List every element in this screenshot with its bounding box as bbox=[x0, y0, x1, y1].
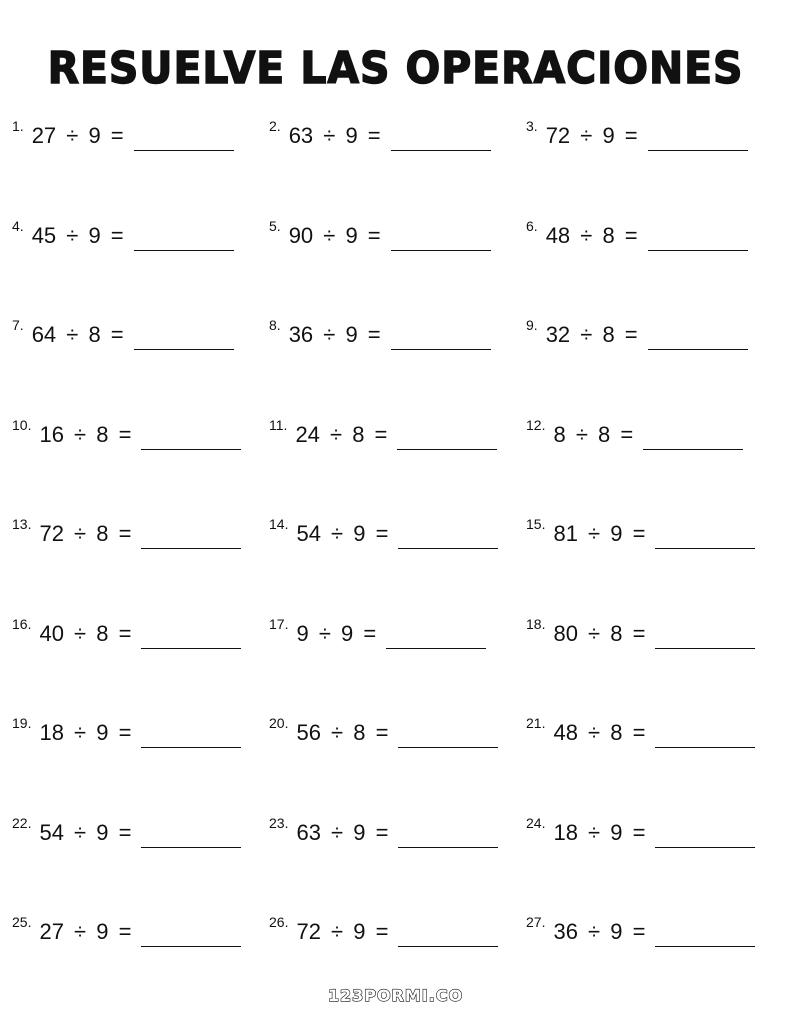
answer-blank[interactable] bbox=[648, 349, 748, 350]
problem-number: 5. bbox=[269, 217, 281, 234]
problem-number: 19. bbox=[12, 715, 32, 731]
problem-item bbox=[526, 611, 782, 651]
problem-expression: 81 ÷ 9 = bbox=[553, 521, 646, 546]
answer-blank[interactable] bbox=[397, 449, 497, 450]
problem-expression: 32 ÷ 8 = bbox=[545, 322, 638, 347]
problem-item bbox=[526, 511, 782, 551]
problem-item bbox=[269, 611, 526, 651]
answer-blank[interactable] bbox=[141, 847, 241, 848]
problem-expression: 72 ÷ 9 = bbox=[296, 919, 389, 944]
problem-item bbox=[12, 213, 269, 253]
problem-expression: 72 ÷ 9 = bbox=[545, 123, 638, 148]
problem-number: 3. bbox=[526, 118, 538, 134]
problem-item bbox=[269, 810, 526, 850]
problem-expression: 36 ÷ 9 = bbox=[553, 919, 646, 944]
answer-blank[interactable] bbox=[398, 946, 498, 947]
problem-number: 10. bbox=[12, 416, 32, 433]
answer-blank[interactable] bbox=[141, 449, 241, 450]
problem-expression: 54 ÷ 9 = bbox=[296, 521, 389, 546]
problem-number: 14. bbox=[269, 516, 289, 532]
problem-expression: 63 ÷ 9 = bbox=[288, 123, 381, 148]
problem-item bbox=[526, 810, 782, 850]
answer-blank[interactable] bbox=[655, 548, 755, 549]
problem-item bbox=[12, 412, 269, 452]
problem-grid bbox=[12, 113, 782, 1009]
problem-number: 26. bbox=[269, 914, 289, 930]
problem-number: 23. bbox=[269, 814, 289, 831]
answer-blank[interactable] bbox=[648, 250, 748, 251]
answer-blank[interactable] bbox=[141, 946, 241, 947]
answer-blank[interactable] bbox=[386, 648, 486, 649]
problem-number: 11. bbox=[269, 416, 288, 433]
problem-number: 13. bbox=[12, 516, 32, 532]
problem-expression: 45 ÷ 9 = bbox=[31, 222, 124, 248]
problem-item bbox=[12, 810, 269, 850]
answer-blank[interactable] bbox=[398, 548, 498, 549]
problem-expression: 48 ÷ 8 = bbox=[545, 222, 638, 248]
problem-number: 22. bbox=[12, 814, 32, 831]
problem-item bbox=[269, 213, 526, 253]
answer-blank[interactable] bbox=[134, 349, 234, 350]
problem-expression: 27 ÷ 9 = bbox=[39, 919, 132, 944]
answer-blank[interactable] bbox=[648, 150, 748, 151]
problem-item bbox=[269, 312, 526, 352]
answer-blank[interactable] bbox=[391, 150, 491, 151]
problem-item bbox=[269, 113, 526, 153]
problem-item bbox=[12, 909, 269, 949]
problem-item bbox=[526, 909, 782, 949]
footer-website: 123PORMI.CO bbox=[327, 986, 464, 1005]
answer-blank[interactable] bbox=[655, 648, 755, 649]
problem-item bbox=[12, 113, 269, 153]
answer-blank[interactable] bbox=[141, 648, 241, 649]
worksheet-title: RESUELVE LAS OPERACIONES bbox=[47, 43, 744, 94]
answer-blank[interactable] bbox=[655, 747, 755, 748]
problem-number: 25. bbox=[12, 914, 32, 930]
problem-expression: 36 ÷ 9 = bbox=[288, 322, 381, 347]
problem-expression: 72 ÷ 8 = bbox=[39, 521, 132, 546]
problem-item bbox=[269, 909, 526, 949]
problem-expression: 80 ÷ 8 = bbox=[553, 620, 646, 646]
problem-number: 17. bbox=[269, 615, 289, 632]
problem-expression: 18 ÷ 9 = bbox=[39, 720, 132, 745]
problem-number: 16. bbox=[12, 615, 32, 632]
answer-blank[interactable] bbox=[141, 747, 241, 748]
answer-blank[interactable] bbox=[655, 847, 755, 848]
answer-blank[interactable] bbox=[391, 250, 491, 251]
problem-expression: 9 ÷ 9 = bbox=[296, 620, 377, 646]
problem-number: 2. bbox=[269, 118, 281, 134]
problem-expression: 48 ÷ 8 = bbox=[553, 720, 646, 745]
problem-item bbox=[526, 113, 782, 153]
problem-item bbox=[269, 710, 526, 750]
problem-item bbox=[526, 412, 782, 452]
problem-item bbox=[269, 511, 526, 551]
answer-blank[interactable] bbox=[398, 847, 498, 848]
problem-expression: 8 ÷ 8 = bbox=[553, 421, 634, 447]
problem-number: 24. bbox=[526, 814, 546, 831]
answer-blank[interactable] bbox=[141, 548, 241, 549]
problem-expression: 16 ÷ 8 = bbox=[39, 421, 132, 447]
problem-item bbox=[526, 710, 782, 750]
problem-number: 21. bbox=[526, 715, 546, 731]
problem-number: 1. bbox=[12, 118, 24, 134]
answer-blank[interactable] bbox=[134, 150, 234, 151]
problem-number: 20. bbox=[269, 715, 289, 731]
problem-item bbox=[269, 412, 526, 452]
answer-blank[interactable] bbox=[134, 250, 234, 251]
problem-expression: 63 ÷ 9 = bbox=[296, 819, 389, 845]
problem-expression: 18 ÷ 9 = bbox=[553, 819, 646, 845]
problem-item bbox=[12, 710, 269, 750]
answer-blank[interactable] bbox=[398, 747, 498, 748]
problem-number: 6. bbox=[526, 217, 538, 234]
answer-blank[interactable] bbox=[655, 946, 755, 947]
answer-blank[interactable] bbox=[391, 349, 491, 350]
problem-number: 27. bbox=[526, 914, 546, 930]
problem-expression: 90 ÷ 9 = bbox=[288, 222, 381, 248]
answer-blank[interactable] bbox=[643, 449, 743, 450]
problem-number: 18. bbox=[526, 615, 546, 632]
problem-item bbox=[12, 611, 269, 651]
problem-expression: 40 ÷ 8 = bbox=[39, 620, 132, 646]
problem-number: 4. bbox=[12, 217, 24, 234]
problem-item bbox=[12, 511, 269, 551]
problem-expression: 64 ÷ 8 = bbox=[31, 322, 124, 347]
problem-expression: 24 ÷ 8 = bbox=[295, 421, 388, 447]
problem-expression: 27 ÷ 9 = bbox=[31, 123, 124, 148]
problem-item bbox=[526, 213, 782, 253]
problem-number: 8. bbox=[269, 317, 281, 333]
problem-item bbox=[526, 312, 782, 352]
problem-item bbox=[12, 312, 269, 352]
problem-number: 15. bbox=[526, 516, 546, 532]
problem-number: 9. bbox=[526, 317, 538, 333]
problem-number: 7. bbox=[12, 317, 24, 333]
problem-expression: 54 ÷ 9 = bbox=[39, 819, 132, 845]
problem-expression: 56 ÷ 8 = bbox=[296, 720, 389, 745]
problem-number: 12. bbox=[526, 416, 546, 433]
